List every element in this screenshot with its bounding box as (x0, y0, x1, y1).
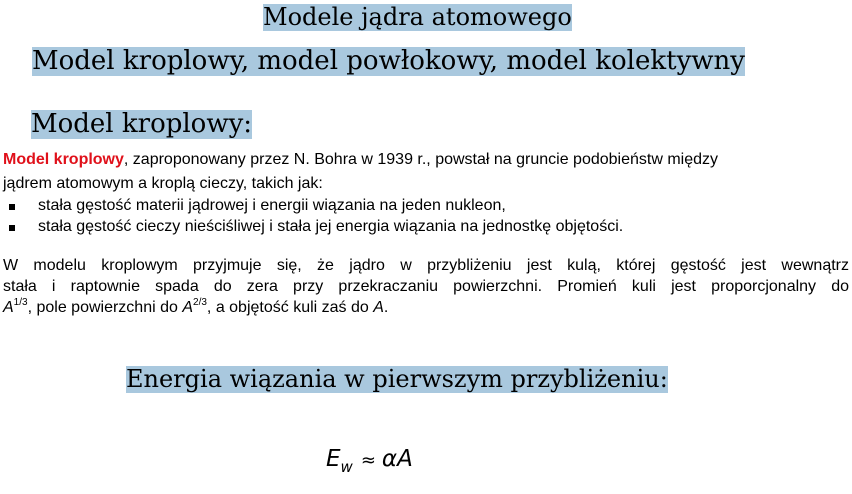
model-term: Model kroplowy (3, 151, 124, 168)
paragraph-text: . (383, 299, 389, 316)
formula-rhs: αA (381, 446, 413, 472)
intro-line-1 (3, 151, 718, 169)
exponent-two-thirds: 2/3 (193, 297, 207, 308)
bullet-marker (9, 225, 15, 231)
intro-line-1-rest: , zaproponowany przez N. Bohra w 1939 r., powstał na gruncie podobieństw między (123, 151, 719, 168)
formula-subscript: w (340, 458, 353, 476)
paragraph-text: , a objętość kuli zaś do (206, 299, 374, 316)
exponent-one-third: 1/3 (13, 297, 28, 308)
binding-energy-formula (326, 446, 413, 476)
paragraph-text: , pole powierzchni do (27, 299, 183, 316)
formula-approx-sign: ≈ (360, 450, 376, 471)
bullet-marker (9, 204, 15, 210)
bullet-item-2: stała gęstość cieczy nieściśliwej i stała jej energia wiązania na jednostkę objętości. (38, 218, 624, 235)
formula-energy-symbol: E (326, 446, 341, 472)
paragraph-line-2: stała i raptownie spada do zera przy przekraczaniu powierzchni. Promień kuli jest proporcjonalny do (3, 278, 849, 295)
section-heading-binding-energy: Energia wiązania w pierwszym przybliżeniu: (126, 365, 668, 393)
mass-number-symbol: A (373, 299, 384, 316)
page-subtitle: Model kroplowy, model powłokowy, model kolektywny (32, 46, 745, 76)
paragraph-line-1: W modelu kroplowym przyjmuje się, że jądro w przybliżeniu jest kulą, której gęstość jest wewnątrz (3, 257, 849, 274)
mass-number-symbol: A (3, 299, 14, 316)
paragraph-line-3 (3, 299, 388, 317)
intro-line-2: jądrem atomowym a kroplą cieczy, takich jak: (3, 175, 323, 192)
bullet-item-1: stała gęstość materii jądrowej i energii wiązania na jeden nukleon, (38, 197, 506, 214)
mass-number-symbol: A (182, 299, 194, 316)
section-heading-droplet-model: Model kroplowy: (31, 109, 253, 139)
page-title: Modele jądra atomowego (263, 3, 572, 31)
